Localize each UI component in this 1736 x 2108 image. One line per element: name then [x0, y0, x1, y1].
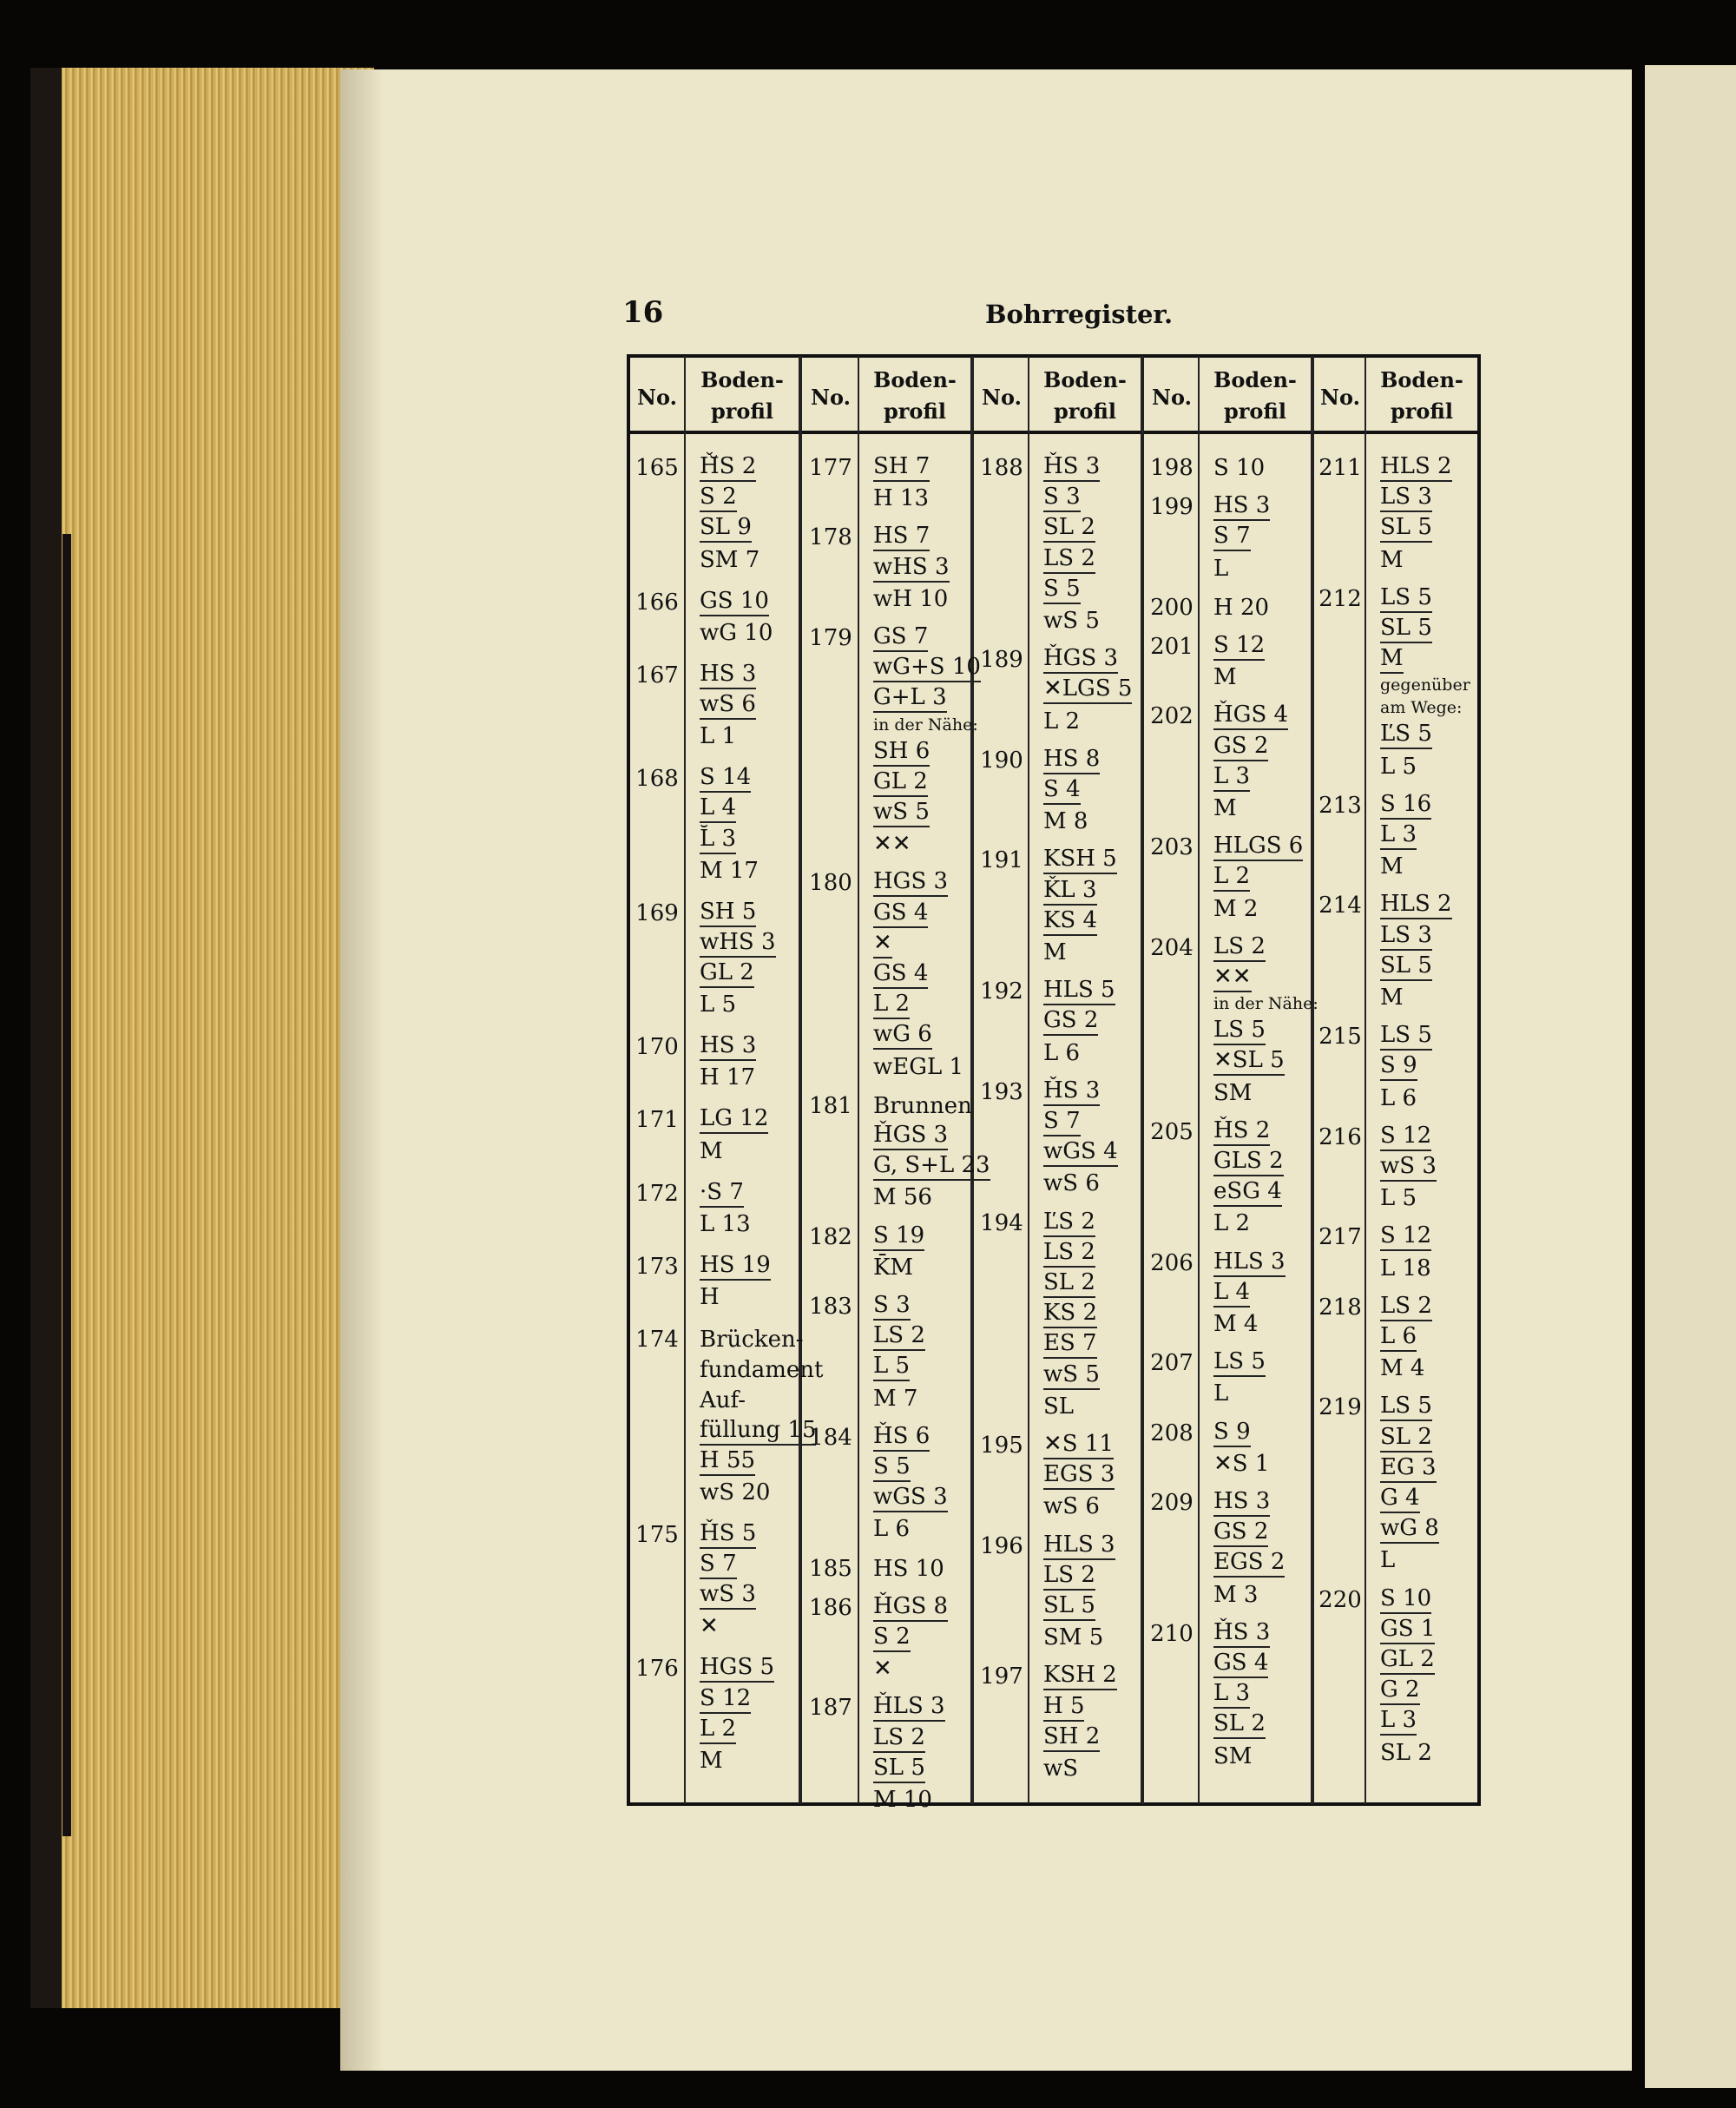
- profile-layer: LS 5: [1380, 1022, 1432, 1051]
- profile-layer: Brücken-: [700, 1326, 804, 1353]
- profile-layer: wGS 4: [1043, 1138, 1118, 1167]
- book-page-edges: [30, 68, 374, 2008]
- profile-layer: L: [1213, 555, 1229, 582]
- bore-number: 169: [635, 899, 679, 926]
- profile-layer: L 3: [1213, 1680, 1250, 1709]
- profile-layer: S 12: [1380, 1222, 1431, 1251]
- profile-layer: HGS 3: [873, 868, 948, 897]
- profile-layer: L 5: [700, 991, 737, 1018]
- profile-layer: SL 2: [1043, 1269, 1095, 1298]
- profile-layer: HLS 2: [1380, 453, 1452, 482]
- profile-layer: KSH 5: [1043, 846, 1117, 874]
- profile-layer: ✕: [700, 1613, 719, 1640]
- profile-layer: GS 2: [1043, 1007, 1098, 1036]
- bore-number: 215: [1318, 1024, 1362, 1051]
- gutter-shadow: [340, 69, 384, 2071]
- bore-number: 217: [1318, 1224, 1362, 1251]
- profile-layer: SL 2: [1213, 1710, 1266, 1739]
- profile-layer: EGS 3: [1043, 1461, 1115, 1490]
- profile-layer: ȞLS 3: [873, 1693, 945, 1722]
- profile-layer: ȞS 5: [700, 1520, 756, 1549]
- profile-layer: SL 9: [700, 514, 752, 543]
- profile-layer: HS 3: [1213, 492, 1270, 521]
- profile-layer: ȞGS 8: [873, 1593, 948, 1622]
- bore-number: 186: [809, 1594, 852, 1621]
- profile-layer: LS 5: [1380, 1393, 1432, 1421]
- profile-layer: S 3: [1043, 484, 1081, 512]
- profile-layer: M 7: [873, 1385, 918, 1412]
- profile-layer: GS 4: [873, 960, 928, 989]
- profile-layer: SH 5: [700, 899, 756, 927]
- profile-layer: M 56: [873, 1184, 932, 1211]
- profile-layer: SM: [1213, 1742, 1253, 1769]
- profile-layer: ✕LGS 5: [1043, 675, 1132, 704]
- profile-layer: S 12: [700, 1685, 751, 1714]
- profile-layer: in der Nähe:: [873, 715, 978, 735]
- profile-layer: S 7: [1043, 1108, 1081, 1136]
- profile-layer: L: [1213, 1380, 1229, 1407]
- profile-layer: LS 2: [873, 1322, 925, 1351]
- bore-number: 174: [635, 1326, 679, 1353]
- bore-number: 189: [980, 647, 1023, 674]
- profile-layer: Ȟ̆S 2: [700, 453, 756, 482]
- bore-number: 170: [635, 1034, 679, 1061]
- profile-layer: LS 3: [1380, 922, 1432, 951]
- book-cover-edge: [62, 534, 71, 1836]
- header-boden-profil: Boden- profil: [1213, 367, 1297, 424]
- bore-number: 191: [980, 847, 1023, 874]
- profile-layer: S 5: [1043, 576, 1081, 604]
- profile-layer: ǨL 3: [1043, 877, 1097, 906]
- profile-layer: M: [700, 1137, 723, 1164]
- bore-number: 216: [1318, 1123, 1362, 1150]
- profile-layer: wS 6: [700, 691, 756, 720]
- profile-layer: wGS 3: [873, 1484, 948, 1512]
- header-no: No.: [1152, 385, 1192, 410]
- bore-number: 192: [980, 978, 1023, 1005]
- profile-layer: S 2: [700, 484, 737, 512]
- running-head: Bohrregister.: [985, 300, 1174, 329]
- profile-layer: ·S 7: [700, 1179, 744, 1208]
- profile-layer: GLS 2: [1213, 1148, 1284, 1176]
- profile-layer: am Wege:: [1380, 698, 1463, 718]
- profile-layer: HLGS 6: [1213, 833, 1303, 861]
- header-boden-profil: Boden- profil: [1380, 367, 1463, 424]
- profile-layer: LG 12: [700, 1105, 768, 1134]
- bore-number: 206: [1150, 1249, 1194, 1276]
- profile-layer: S 12: [1380, 1123, 1431, 1151]
- bore-number: 195: [980, 1433, 1023, 1459]
- profile-layer: EGS 2: [1213, 1549, 1285, 1578]
- bore-number: 212: [1318, 585, 1362, 612]
- profile-layer: SL 2: [1380, 1424, 1432, 1453]
- profile-layer: wG 6: [873, 1021, 932, 1050]
- bore-number: 204: [1150, 934, 1194, 961]
- bore-number: 220: [1318, 1586, 1362, 1613]
- profile-layer: ES 7: [1043, 1330, 1097, 1359]
- profile-layer: L 4: [1213, 1279, 1250, 1308]
- profile-layer: ĽS 2: [1043, 1209, 1095, 1237]
- profile-layer: S 9: [1213, 1419, 1251, 1447]
- profile-layer: SL 5: [1380, 514, 1432, 543]
- profile-layer: HLS 3: [1043, 1532, 1115, 1560]
- profile-layer: SH 7: [873, 453, 930, 482]
- profile-layer: GS 4: [873, 899, 928, 928]
- bore-number: 176: [635, 1656, 679, 1683]
- bore-number: 214: [1318, 893, 1362, 919]
- column-rule: [858, 356, 859, 1804]
- profile-layer: S 7: [700, 1551, 737, 1579]
- profile-layer: M 4: [1380, 1355, 1425, 1382]
- profile-layer: ȞS 2: [1213, 1117, 1270, 1146]
- profile-layer: wG 10: [700, 619, 773, 646]
- bore-number: 194: [980, 1209, 1023, 1236]
- profile-layer: L 5: [1380, 753, 1417, 780]
- bore-number: 199: [1150, 494, 1194, 521]
- profile-layer: HS 3: [700, 1032, 756, 1061]
- profile-layer: ✕✕: [873, 831, 911, 858]
- profile-layer: HS 10: [873, 1555, 944, 1582]
- profile-layer: SM 7: [700, 546, 760, 573]
- bore-number: 173: [635, 1253, 679, 1280]
- profile-layer: H 55: [700, 1447, 755, 1476]
- profile-layer: eSG 4: [1213, 1178, 1282, 1207]
- profile-layer: GS 2: [1213, 1518, 1268, 1547]
- profile-layer: ȞS 3: [1213, 1619, 1270, 1648]
- profile-layer: L 2: [1043, 708, 1081, 735]
- profile-layer: H 20: [1213, 594, 1270, 621]
- profile-layer: GS 1: [1380, 1616, 1435, 1644]
- profile-layer: LS 2: [1380, 1293, 1432, 1321]
- profile-layer: fundament: [700, 1357, 824, 1384]
- profile-layer: HLS 3: [1213, 1248, 1286, 1277]
- profile-layer: füllung 15: [700, 1417, 816, 1446]
- profile-layer: M 8: [1043, 808, 1088, 835]
- profile-layer: M: [700, 1748, 723, 1775]
- profile-layer: H 17: [700, 1064, 756, 1091]
- profile-layer: M 17: [700, 857, 759, 884]
- profile-layer: L 5: [1380, 1185, 1417, 1212]
- profile-layer: wHS 3: [873, 554, 950, 583]
- profile-layer: L 2: [1213, 863, 1250, 892]
- profile-layer: S 14: [700, 764, 751, 793]
- profile-layer: H 13: [873, 485, 930, 512]
- profile-layer: S 12: [1213, 632, 1265, 661]
- bore-number: 197: [980, 1663, 1023, 1690]
- bore-number: 183: [809, 1294, 852, 1320]
- column-group-rule: [799, 356, 802, 1804]
- profile-layer: L 3: [1213, 763, 1250, 792]
- profile-layer: HS 3: [1213, 1488, 1270, 1517]
- header-rule: [628, 431, 1479, 434]
- profile-layer: GL 2: [1380, 1646, 1435, 1675]
- profile-layer: SH 6: [873, 738, 930, 767]
- bore-number: 182: [809, 1223, 852, 1250]
- profile-layer: ȞS 3: [1043, 1077, 1100, 1106]
- profile-layer: S 16: [1380, 791, 1431, 820]
- profile-layer: HS 3: [700, 661, 756, 689]
- header-boden-profil: Boden- profil: [1043, 367, 1127, 424]
- profile-layer: Brunnen: [873, 1092, 972, 1119]
- bore-number: 196: [980, 1532, 1023, 1559]
- bore-number: 201: [1150, 634, 1194, 660]
- bore-number: 180: [809, 870, 852, 897]
- bore-number: 179: [809, 625, 852, 651]
- profile-layer: SM 5: [1043, 1624, 1104, 1651]
- bore-number: 172: [635, 1180, 679, 1207]
- profile-layer: ✕S 11: [1043, 1431, 1114, 1459]
- profile-layer: ȞS 3: [1043, 453, 1100, 482]
- profile-layer: SL: [1043, 1393, 1075, 1420]
- profile-layer: M: [1380, 853, 1404, 880]
- profile-layer: S 7: [1213, 523, 1251, 551]
- header-no: No.: [982, 385, 1022, 410]
- bore-number: 181: [809, 1092, 852, 1119]
- profile-layer: EG 3: [1380, 1454, 1437, 1483]
- header-boden-profil: Boden- profil: [873, 367, 957, 424]
- profile-layer: in der Nähe:: [1213, 994, 1318, 1014]
- header-no: No.: [637, 385, 677, 410]
- profile-layer: S 9: [1380, 1052, 1417, 1081]
- profile-layer: wG+S 10: [873, 654, 981, 682]
- profile-layer: L 6: [1043, 1039, 1081, 1066]
- bore-number: 205: [1150, 1118, 1194, 1145]
- profile-layer: gegenüber: [1380, 675, 1470, 695]
- profile-layer: SH 2: [1043, 1723, 1100, 1752]
- bore-number: 187: [809, 1695, 852, 1722]
- profile-layer: wHS 3: [700, 929, 776, 958]
- profile-layer: M: [1380, 985, 1404, 1011]
- bore-number: 171: [635, 1107, 679, 1134]
- profile-layer: S 10: [1380, 1585, 1431, 1614]
- bore-number: 213: [1318, 792, 1362, 819]
- profile-layer: ✕: [873, 1656, 892, 1683]
- bore-number: 203: [1150, 834, 1194, 861]
- profile-layer: HS 7: [873, 523, 930, 551]
- profile-layer: HLS 2: [1380, 891, 1452, 919]
- profile-layer: M: [1380, 645, 1404, 674]
- profile-layer: LS 5: [1213, 1348, 1266, 1377]
- bore-number: 190: [980, 747, 1023, 774]
- profile-layer: G 2: [1380, 1677, 1420, 1705]
- bore-number: 167: [635, 662, 679, 688]
- profile-layer: L 6: [1380, 1084, 1417, 1111]
- profile-layer: G+L 3: [873, 684, 947, 713]
- profile-layer: SL 5: [1380, 952, 1432, 981]
- bore-number: 200: [1150, 594, 1194, 621]
- header-boden-profil: Boden- profil: [700, 367, 784, 424]
- profile-layer: KS 4: [1043, 907, 1097, 936]
- page-number: 16: [622, 295, 664, 330]
- profile-layer: GL 2: [700, 959, 754, 988]
- profile-layer: KSH 2: [1043, 1662, 1117, 1690]
- profile-layer: SL 5: [873, 1755, 925, 1783]
- header-no: No.: [1320, 385, 1360, 410]
- profile-layer: M 4: [1213, 1311, 1259, 1337]
- profile-layer: KS 2: [1043, 1300, 1097, 1328]
- profile-layer: L 13: [700, 1210, 751, 1237]
- profile-layer: L 1: [700, 723, 737, 750]
- bore-number: 208: [1150, 1420, 1194, 1446]
- profile-layer: K̄M: [873, 1254, 914, 1281]
- profile-layer: wEGL 1: [873, 1053, 964, 1080]
- profile-layer: M: [1213, 664, 1237, 691]
- profile-layer: S 4: [1043, 776, 1081, 805]
- profile-layer: LS 5: [1213, 1017, 1266, 1045]
- profile-layer: HLS 5: [1043, 977, 1115, 1005]
- profile-layer: Auf-: [700, 1387, 746, 1414]
- profile-layer: M: [1380, 546, 1404, 573]
- facing-page-edge: [1645, 65, 1736, 2088]
- profile-layer: L 2: [700, 1716, 736, 1744]
- profile-layer: HS 8: [1043, 746, 1100, 774]
- bore-number: 168: [635, 766, 679, 793]
- profile-layer: SL 5: [1380, 615, 1432, 643]
- profile-layer: S 10: [1213, 455, 1266, 481]
- profile-layer: LS 2: [1213, 933, 1266, 962]
- profile-layer: wS: [1043, 1756, 1079, 1782]
- bore-number: 178: [809, 524, 852, 551]
- profile-layer: LS 2: [1043, 1562, 1095, 1591]
- profile-layer: L 3: [1380, 821, 1417, 850]
- profile-layer: wG 8: [1380, 1515, 1439, 1544]
- profile-layer: wS 6: [1043, 1170, 1100, 1197]
- bore-number: 184: [809, 1424, 852, 1451]
- profile-layer: HGS 5: [700, 1654, 774, 1683]
- profile-layer: S 2: [873, 1624, 911, 1652]
- bore-number: 166: [635, 589, 679, 616]
- column-group-rule: [1141, 356, 1144, 1804]
- bore-number: 185: [809, 1555, 852, 1582]
- bore-number: 207: [1150, 1350, 1194, 1377]
- profile-layer: ✕S 1: [1213, 1450, 1270, 1477]
- profile-layer: M: [1213, 795, 1237, 821]
- bore-number: 193: [980, 1078, 1023, 1105]
- bore-number: 165: [635, 455, 679, 481]
- profile-layer: SL 5: [1043, 1592, 1095, 1621]
- profile-layer: wH 10: [873, 585, 949, 612]
- profile-layer: ȞGS 3: [873, 1122, 948, 1150]
- profile-layer: wS 6: [1043, 1493, 1100, 1520]
- profile-layer: L 18: [1380, 1255, 1431, 1281]
- profile-layer: wS 5: [873, 799, 930, 827]
- profile-layer: ȞGS 3: [1043, 645, 1118, 674]
- profile-layer: wS 5: [1043, 608, 1100, 634]
- profile-layer: L 5: [873, 1353, 910, 1381]
- profile-layer: LS 5: [1380, 584, 1432, 613]
- profile-layer: L 2: [1213, 1210, 1251, 1237]
- profile-layer: M 3: [1213, 1581, 1259, 1608]
- profile-layer: L 4: [700, 794, 736, 823]
- profile-layer: ȞS 6: [873, 1423, 930, 1452]
- profile-layer: S 5: [873, 1453, 911, 1482]
- column-rule: [684, 356, 686, 1804]
- profile-layer: GS 2: [1213, 733, 1268, 761]
- profile-layer: H: [700, 1283, 720, 1310]
- bore-number: 210: [1150, 1620, 1194, 1647]
- bore-number: 188: [980, 455, 1023, 481]
- profile-layer: SL 2: [1043, 514, 1095, 543]
- profile-layer: ✕: [873, 930, 892, 958]
- profile-layer: ✕SL 5: [1213, 1047, 1285, 1076]
- profile-layer: wS 20: [700, 1479, 771, 1505]
- profile-layer: SL 2: [1380, 1739, 1432, 1766]
- profile-layer: GS 4: [1213, 1650, 1268, 1678]
- bore-number: 219: [1318, 1394, 1362, 1421]
- profile-layer: LS 2: [1043, 545, 1095, 574]
- header-no: No.: [811, 385, 851, 410]
- profile-layer: S 19: [873, 1222, 924, 1251]
- bore-number: 198: [1150, 455, 1194, 481]
- profile-layer: H 5: [1043, 1693, 1084, 1722]
- profile-layer: L 2: [873, 991, 910, 1019]
- profile-layer: G 4: [1380, 1485, 1420, 1513]
- profile-layer: M 2: [1213, 895, 1259, 922]
- profile-layer: M 10: [873, 1787, 932, 1813]
- profile-layer: LS 3: [1380, 484, 1432, 512]
- profile-layer: GS 10: [700, 588, 769, 616]
- profile-layer: wS 5: [1043, 1361, 1100, 1390]
- profile-layer: L 6: [1380, 1323, 1417, 1352]
- profile-layer: ȞGS 4: [1213, 702, 1288, 730]
- bore-number: 177: [809, 455, 852, 481]
- profile-layer: ĽS 5: [1380, 721, 1432, 749]
- profile-layer: S 3: [873, 1292, 911, 1321]
- profile-layer: L̆ 3: [700, 826, 736, 854]
- profile-layer: LS 2: [873, 1724, 925, 1753]
- profile-layer: GS 7: [873, 623, 928, 652]
- profile-layer: G, S+L 23: [873, 1152, 990, 1181]
- bore-number: 218: [1318, 1294, 1362, 1321]
- bore-number: 202: [1150, 703, 1194, 730]
- profile-layer: L 3: [1380, 1707, 1417, 1736]
- bore-number: 209: [1150, 1490, 1194, 1516]
- profile-layer: HS 19: [700, 1252, 771, 1281]
- profile-layer: L: [1380, 1547, 1396, 1574]
- profile-layer: M: [1043, 939, 1067, 965]
- profile-layer: GL 2: [873, 768, 928, 797]
- bore-number: 211: [1318, 455, 1362, 481]
- profile-layer: wS 3: [700, 1581, 756, 1610]
- column-rule: [1198, 356, 1200, 1804]
- profile-layer: L 6: [873, 1516, 911, 1543]
- profile-layer: LS 2: [1043, 1239, 1095, 1268]
- profile-layer: SM: [1213, 1079, 1253, 1106]
- bore-number: 175: [635, 1521, 679, 1548]
- profile-layer: wS 3: [1380, 1153, 1437, 1182]
- profile-layer: ✕✕: [1213, 964, 1252, 992]
